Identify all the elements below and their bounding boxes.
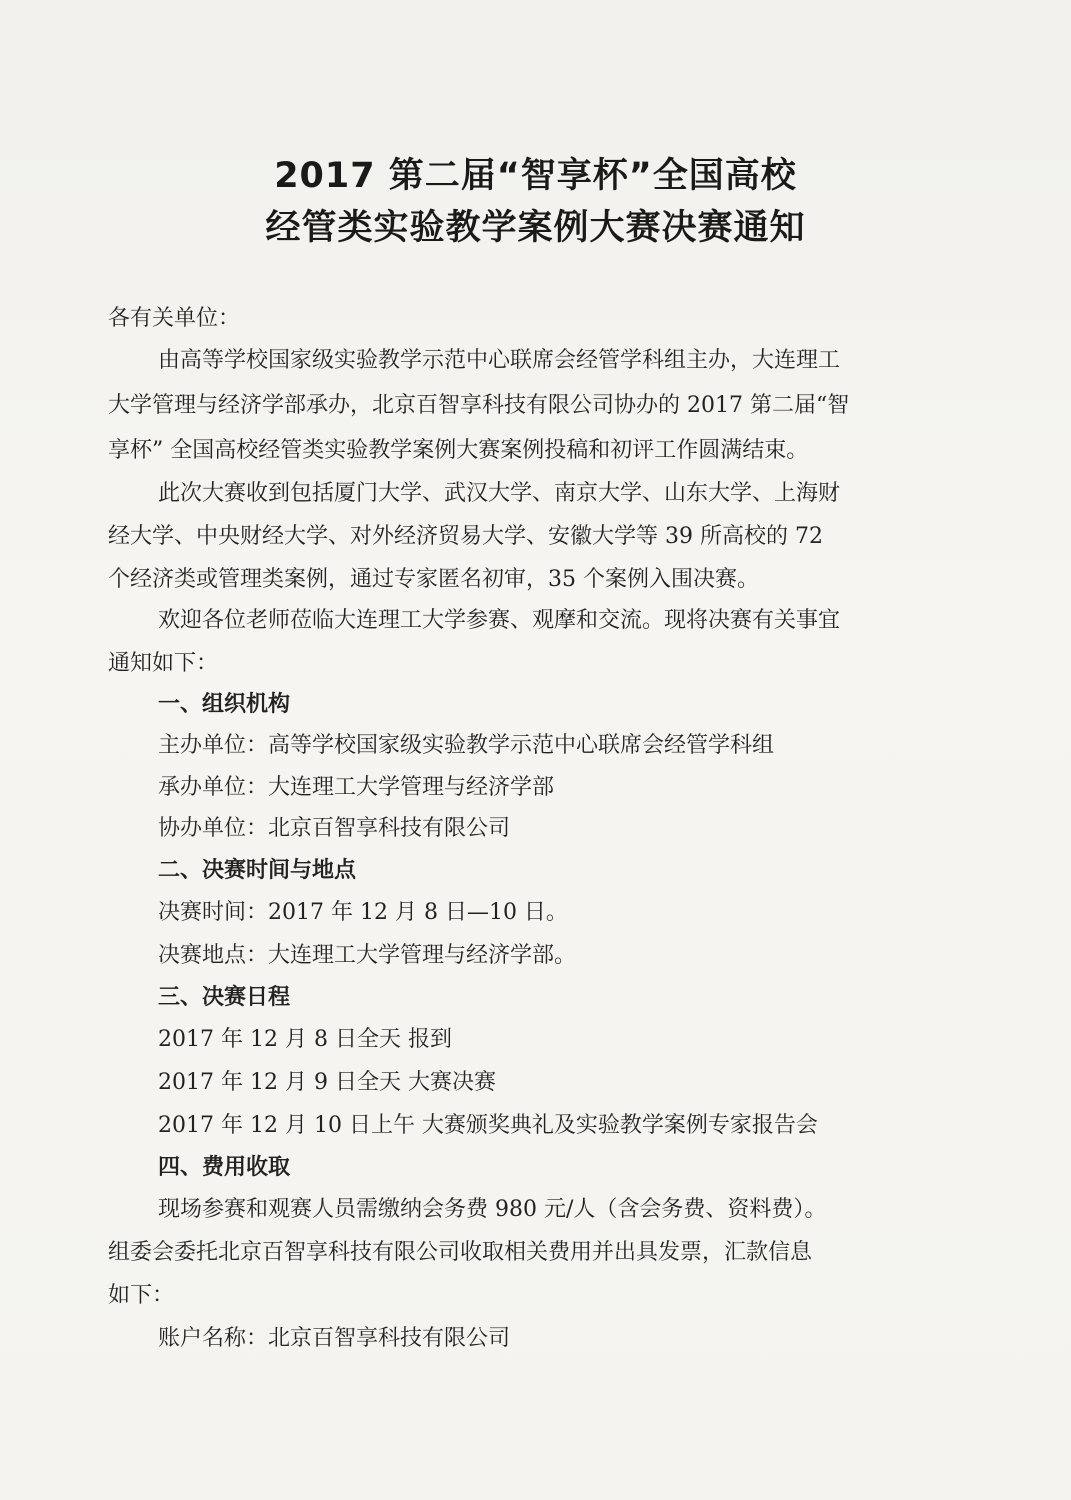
- title-line-1: 2017 第二届“智享杯”全国高校: [274, 156, 797, 196]
- account-name-line: 账户名称：北京百智享科技有限公司: [158, 1326, 511, 1351]
- title-line-2: 经管类实验教学案例大赛决赛通知: [265, 208, 806, 248]
- paragraph-3-line-1: 欢迎各位老师莅临大连理工大学参赛、观摩和交流。现将决赛有关事宜: [158, 608, 841, 633]
- section-3-line-2: 2017 年 12 月 9 日全天 大赛决赛: [158, 1070, 496, 1095]
- paragraph-2-line-3: 个经济类或管理类案例，通过专家匿名初审，35 个案例入围决赛。: [108, 567, 759, 592]
- paragraph-3-line-2: 通知如下：: [108, 651, 219, 676]
- section-1-line-2: 承办单位：大连理工大学管理与经济学部: [158, 775, 555, 800]
- section-2-heading: 二、决赛时间与地点: [158, 858, 357, 883]
- paragraph-2-line-1: 此次大赛收到包括厦门大学、武汉大学、南京大学、山东大学、上海财: [158, 481, 841, 506]
- section-1-line-1: 主办单位：高等学校国家级实验教学示范中心联席会经管学科组: [158, 733, 775, 758]
- section-4-line-1: 现场参赛和观赛人员需缴纳会务费 980 元/人（含会务费、资料费）。: [158, 1197, 827, 1222]
- section-3-line-3: 2017 年 12 月 10 日上午 大赛颁奖典礼及实验教学案例专家报告会: [158, 1113, 818, 1138]
- section-2-line-1: 决赛时间：2017 年 12 月 8 日—10 日。: [158, 900, 568, 925]
- paragraph-1-line-2: 大学管理与经济学部承办，北京百智享科技有限公司协办的 2017 第二届“智: [108, 393, 850, 418]
- section-4-heading: 四、费用收取: [158, 1155, 291, 1180]
- salutation: 各有关单位：: [108, 306, 241, 331]
- section-1-heading: 一、组织机构: [158, 692, 291, 717]
- paragraph-1-line-1: 由高等学校国家级实验教学示范中心联席会经管学科组主办，大连理工: [158, 348, 841, 373]
- section-3-heading: 三、决赛日程: [158, 985, 291, 1010]
- paragraph-2-line-2: 经大学、中央财经大学、对外经济贸易大学、安徽大学等 39 所高校的 72: [108, 524, 823, 549]
- paragraph-1-line-3: 享杯” 全国高校经管类实验教学案例大赛案例投稿和初评工作圆满结束。: [108, 438, 809, 463]
- section-1-line-3: 协办单位：北京百智享科技有限公司: [158, 816, 511, 841]
- section-2-line-2: 决赛地点：大连理工大学管理与经济学部。: [158, 943, 577, 968]
- section-4-line-3: 如下：: [108, 1283, 175, 1308]
- section-4-line-2: 组委会委托北京百智享科技有限公司收取相关费用并出具发票，汇款信息: [108, 1240, 813, 1265]
- section-3-line-1: 2017 年 12 月 8 日全天 报到: [158, 1027, 452, 1052]
